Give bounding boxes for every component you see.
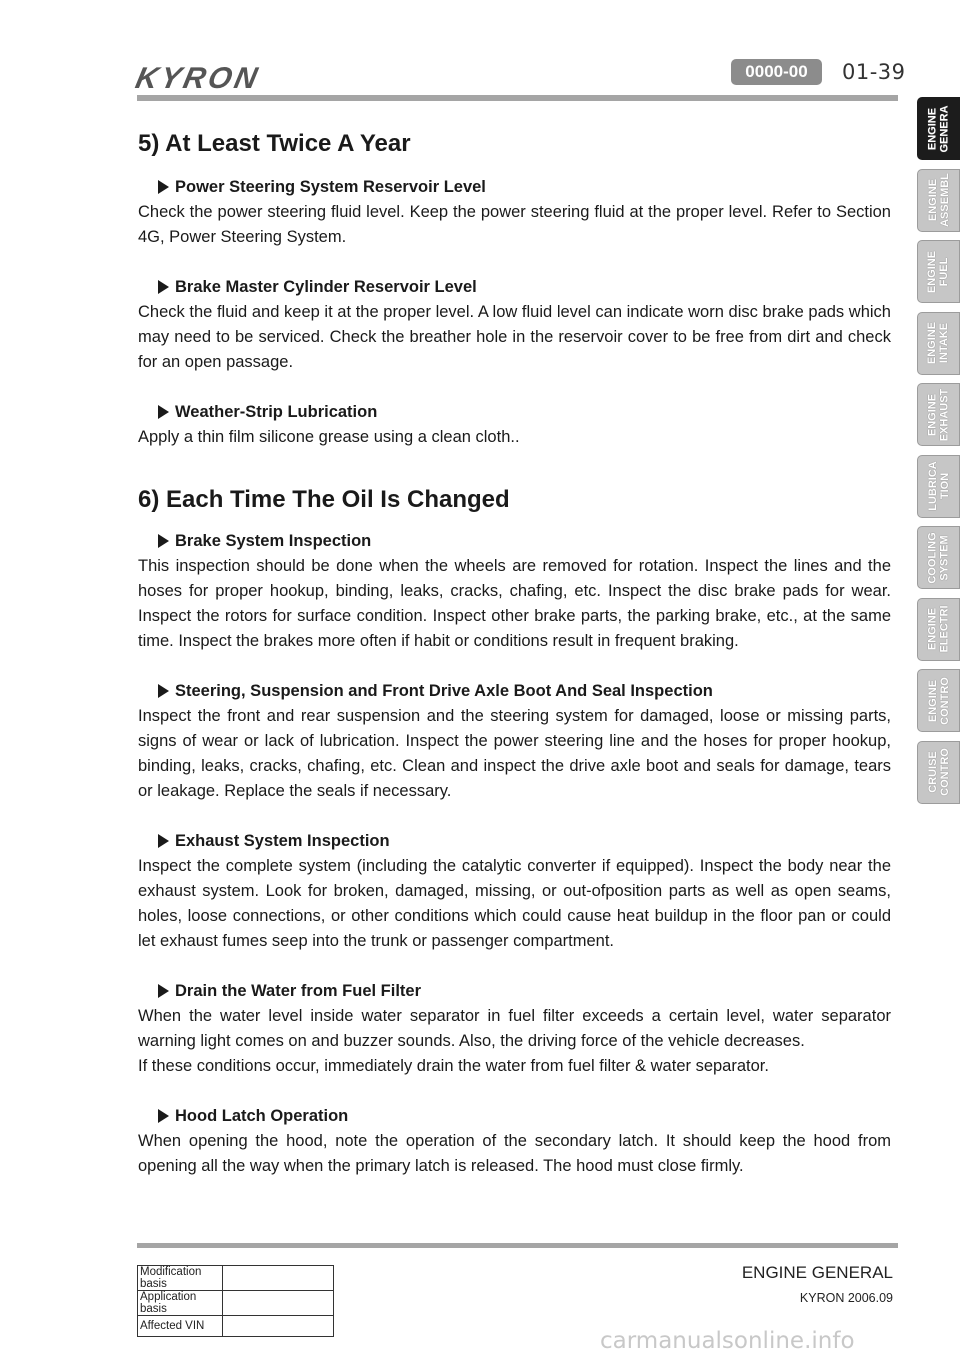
chapter-tab-label: ENGINE GENERA — [926, 104, 951, 153]
section-code-badge: 0000-00 — [731, 59, 822, 85]
item-body-text: If these conditions occur, immediately drain the water from fuel filter & water separator. — [138, 1057, 769, 1075]
item-body-text: Inspect the front and rear suspension and the steering system for damaged, loose or missing parts, signs of wear or lack of lubrication. Inspect the power steering line and the hoses for proper hookup, binding, leaks, cracks, chafing, etc. Clean and inspect the drive axle boot and seals for damage, tears or leakage. Replace the seals if necessary. — [138, 707, 891, 800]
chapter-tab-6[interactable] — [917, 526, 960, 589]
brand-logo: KYRON — [132, 62, 263, 95]
item-body-text: When the water level inside water separator in fuel filter exceeds a certain level, water separator warning light comes on and buzzer sounds. Also, the driving force of the vehicle decreases. — [138, 1007, 891, 1050]
footer-divider — [137, 1243, 898, 1248]
chapter-tab-7[interactable] — [917, 598, 960, 661]
item-heading — [158, 274, 891, 300]
chapter-tab-label: CRUISE CONTRO — [926, 748, 951, 796]
item-heading — [158, 1103, 891, 1129]
revision-value — [223, 1266, 334, 1291]
triangle-bullet-icon — [158, 984, 169, 998]
chapter-tab-8[interactable] — [917, 669, 960, 732]
revision-row — [138, 1291, 334, 1316]
revision-row — [138, 1316, 334, 1337]
footer-chapter-title: ENGINE GENERAL — [741, 1263, 893, 1282]
triangle-bullet-icon — [158, 1109, 169, 1123]
item-heading — [158, 528, 891, 554]
revision-label: Affected VIN — [138, 1316, 223, 1337]
section-heading: 5) At Least Twice A Year — [138, 130, 411, 157]
chapter-tab-4[interactable] — [917, 383, 960, 446]
revision-row — [138, 1266, 334, 1291]
item-heading — [158, 174, 891, 200]
header-divider — [137, 95, 898, 101]
chapter-tab-0[interactable] — [917, 97, 960, 160]
item-heading-text: Power Steering System Reservoir Level — [175, 177, 486, 196]
chapter-tab-5[interactable] — [917, 455, 960, 518]
chapter-tab-1[interactable] — [917, 169, 960, 232]
chapter-tab-label: ENGINE ASSEMBL — [926, 173, 951, 227]
footer-edition: KYRON 2006.09 — [799, 1291, 893, 1305]
triangle-bullet-icon — [158, 280, 169, 294]
item-heading-text: Drain the Water from Fuel Filter — [175, 981, 422, 1000]
item-body-text: Check the power steering fluid level. Keep the power steering fluid at the proper level. Refer to Section 4G, Power Steering System. — [138, 203, 891, 246]
triangle-bullet-icon — [158, 684, 169, 698]
chapter-tab-label: ENGINE INTAKE — [926, 321, 951, 365]
item-body-text: This inspection should be done when the wheels are removed for rotation. Inspect the lines and the hoses for proper hookup, binding, leaks, cracks, chafing, etc. Inspect the disc brake pads for wear. Inspect the rotors for surface condition. Inspect other brake parts, the parking brake, etc., at the same time. Inspect the brakes more often if habit or conditions result in frequent braking. — [138, 557, 891, 650]
item-body-text: When opening the hood, note the operation of the secondary latch. It should keep the hood from opening all the way when the primary latch is released. The hood must close firmly. — [138, 1132, 891, 1175]
chapter-tab-3[interactable] — [917, 312, 960, 375]
item-heading — [158, 399, 891, 425]
triangle-bullet-icon — [158, 834, 169, 848]
chapter-tab-label: COOLING SYSTEM — [926, 531, 951, 584]
chapter-tab-label: ENGINE EXHAUST — [926, 388, 951, 441]
item-heading — [158, 828, 891, 854]
item-heading-text: Brake Master Cylinder Reservoir Level — [175, 277, 477, 296]
revision-info-table — [137, 1265, 334, 1337]
page-content — [138, 130, 891, 1179]
chapter-tab-9[interactable] — [917, 741, 960, 804]
triangle-bullet-icon — [158, 180, 169, 194]
revision-label: Application basis — [138, 1291, 223, 1316]
item-body-text: Check the fluid and keep it at the proper level. A low fluid level can indicate worn disc brake pads which may need to be serviced. Check the breather hole in the reservoir cover to be free from dirt and check for an open passage. — [138, 303, 891, 371]
page-number: 01-39 — [842, 60, 906, 84]
triangle-bullet-icon — [158, 405, 169, 419]
watermark: carmanualsonline.info — [600, 1328, 855, 1354]
revision-value — [223, 1316, 334, 1337]
item-heading-text: Hood Latch Operation — [175, 1106, 349, 1125]
revision-label: Modification basis — [138, 1266, 223, 1291]
chapter-tab-2[interactable] — [917, 240, 960, 303]
item-heading — [158, 978, 891, 1004]
item-heading-text: Weather-Strip Lubrication — [175, 402, 378, 421]
revision-value — [223, 1291, 334, 1316]
section-heading: 6) Each Time The Oil Is Changed — [138, 486, 510, 513]
item-heading-text: Brake System Inspection — [175, 531, 372, 550]
chapter-tab-label: LUBRICA TION — [926, 461, 951, 511]
chapter-tab-label: ENGINE CONTRO — [926, 676, 951, 725]
chapter-tab-label: ENGINE ELECTRI — [926, 605, 951, 653]
item-heading-text: Steering, Suspension and Front Drive Axle Boot And Seal Inspection — [175, 681, 713, 700]
item-heading-text: Exhaust System Inspection — [175, 831, 390, 850]
item-body-text: Apply a thin film silicone grease using a clean cloth.. — [138, 428, 520, 446]
chapter-tab-label: ENGINE FUEL — [926, 250, 951, 293]
triangle-bullet-icon — [158, 534, 169, 548]
item-body-text: Inspect the complete system (including the catalytic converter if equipped). Inspect the body near the exhaust system. Look for broken, damaged, missing, or out-ofposition parts as well as open seams, holes, loose connections, or other conditions which could cause heat buildup in the floor pan or could let exhaust fumes seep into the trunk or passenger compartment. — [138, 857, 891, 950]
item-heading — [158, 678, 891, 704]
